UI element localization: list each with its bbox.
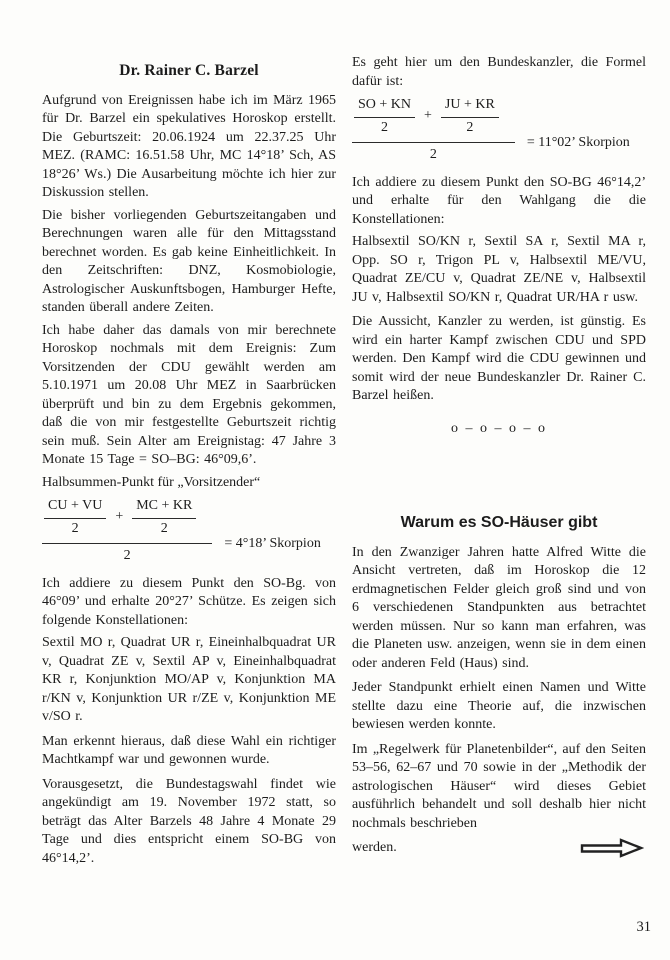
paragraph: Ich addiere zu diesem Punkt den SO-Bg. von 46°09’ und erhalte 20°27’ Schütze. Es zeigen sich folgende Konstellationen: [42,575,336,628]
formula-result: = 11°02’ Skorpion [526,135,630,150]
paragraph: Die Aussicht, Kanzler zu werden, ist günstig. Es wird ein harter Kampf zwischen CDU und SPD werden. Den Kampf wird die CDU gewinnen und somit wird der neue Bundeskanzler Dr. Rainer C. Barzel heißen. [352,314,646,403]
plus-sign: + [115,509,124,525]
fraction-numerator: SO + KN [354,96,415,118]
left-column [42,62,336,872]
fraction-1 [44,497,106,538]
halfsum-formula [42,497,336,566]
section-title: Warum es SO-Häuser gibt [400,514,598,531]
formula-result: = 4°18’ Skorpion [224,536,321,551]
paragraph: Ich addiere zu diesem Punkt den SO-BG 46°14,2’ und erhalte für den Wahlgang die die Konstellationen: [352,174,646,227]
fraction-denominator: 2 [71,520,79,536]
article-title: Dr. Rainer C. Barzel [119,62,259,79]
paragraph: Die bisher vorliegenden Geburtszeitangaben und Berechnungen waren alle für den Mittagsstand berechnet worden. Es gab keine Einheitlichkeit. In den Zeitschriften: DNZ, Kosmobiologie, Astrologischer Auskunftsbogen, Hamburger Hefte, standen überall andere Zeiten. [42,207,336,315]
fraction-2 [132,497,196,538]
fraction-numerator: CU + VU [44,497,106,519]
paragraph: Im „Regelwerk für Planetenbilder“, auf den Seiten 53–56, 62–67 und 70 sowie in der „Methodik der astrologischen Häuser“ wird dieses Gebiet ausführlich behandelt und soll deshalb hier nicht nochmals beschrieben [352,741,646,831]
paragraph: Ich habe daher das damals von mir berechnete Horoskop nochmals mit dem Ereignis: Zum Vorsitzenden der CDU gewählt werden am 5.10.1971 um 20.08 Uhr MEZ in Saarbrücken überprüft und bin zu dem Ergebnis gekommen, daß die von mir festgestellte Geburtszeit richtig sein muß. Sein Alter am Ereignistag: 47 Jahre 3 Monate 15 Tage = SO–BG: 46°09,6’. [42,322,336,467]
outer-denominator: 2 [352,142,515,165]
final-line [352,837,646,859]
final-word: werden. [352,839,397,855]
paragraph: Sextil MO r, Quadrat UR r, Eineinhalbquadrat UR v, Quadrat ZE v, Sextil AP v, Eineinhalbquadrat KR r, Konjunktion MO/AP v, Konjunktion MA r/KN v, Konjunktion UR r/ZE v, Konjunktion ME v/SO r. [42,635,336,724]
section-separator: o – o – o – o [451,420,547,436]
right-column [352,54,646,859]
fraction-numerator: JU + KR [441,96,499,118]
paragraph: In den Zwanziger Jahren hatte Alfred Witte die Ansicht vertreten, daß im Horoskop die 12 erdmagnetischen Felder gleich groß sind und von 6 verschiedenen Standpunkten aus betrachtet werden müssen. Nur so kann man erfahren, was die Planeten usw. anzeigen, wenn sie in dem einen oder anderen Feld (Haus) sind. [352,544,646,671]
plus-sign: + [424,108,432,124]
paragraph: Aufgrund von Ereignissen habe ich im März 1965 für Dr. Barzel ein spekulatives Horoskop erstellt. Die Geburtszeit: 20.06.1924 um 22.37.25 Uhr MEZ. (RAMC: 16.51.58 Uhr, MC 14°18’ Sch, AS 18°26’ Ws.) Die Ausarbeitung möchte ich hier zur Diskussion stellen. [42,92,336,200]
fraction-denominator: 2 [466,119,474,135]
paragraph: Vorausgesetzt, die Bundestagswahl findet wie angekündigt am 19. November 1972 statt, so beträgt das Alter Barzels 48 Jahre 4 Monate 29 Tage und dies entspricht einem SO-BG von 46°14,2’. [42,776,336,866]
page-number: 31 [636,918,651,935]
continuation-arrow-icon [580,837,644,859]
fraction-numerator: MC + KR [132,497,196,519]
paragraph: Halbsextil SO/KN r, Sextil SA r, Sextil MA r, Opp. SO r, Trigon PL v, Halbsextil ME/VU, Quadrat ZE/CU v, Quadrat ZE/NE v, Halbsextil JU v, Halbsextil SO/KN r, Quadrat UR/HA r usw. [352,234,646,305]
outer-denominator: 2 [42,543,212,566]
fraction-1 [354,96,415,137]
paragraph: Jeder Standpunkt erhielt einen Namen und Witte stellte dazu eine Theorie auf, die inzwischen bewiesen werden konnte. [352,680,646,732]
fraction-denominator: 2 [160,520,168,536]
fraction-denominator: 2 [381,119,388,135]
fraction-outer [42,497,212,566]
chancellor-formula [352,96,646,165]
paragraph: Es geht hier um den Bundeskanzler, die Formel dafür ist: [352,55,646,89]
paragraph: Man erkennt hieraus, daß diese Wahl ein richtiger Machtkampf war und gewonnen wurde. [42,733,336,767]
fraction-2 [441,96,499,137]
halfsum-label: Halbsummen-Punkt für „Vorsitzender“ [42,474,261,490]
fraction-outer [352,96,515,165]
